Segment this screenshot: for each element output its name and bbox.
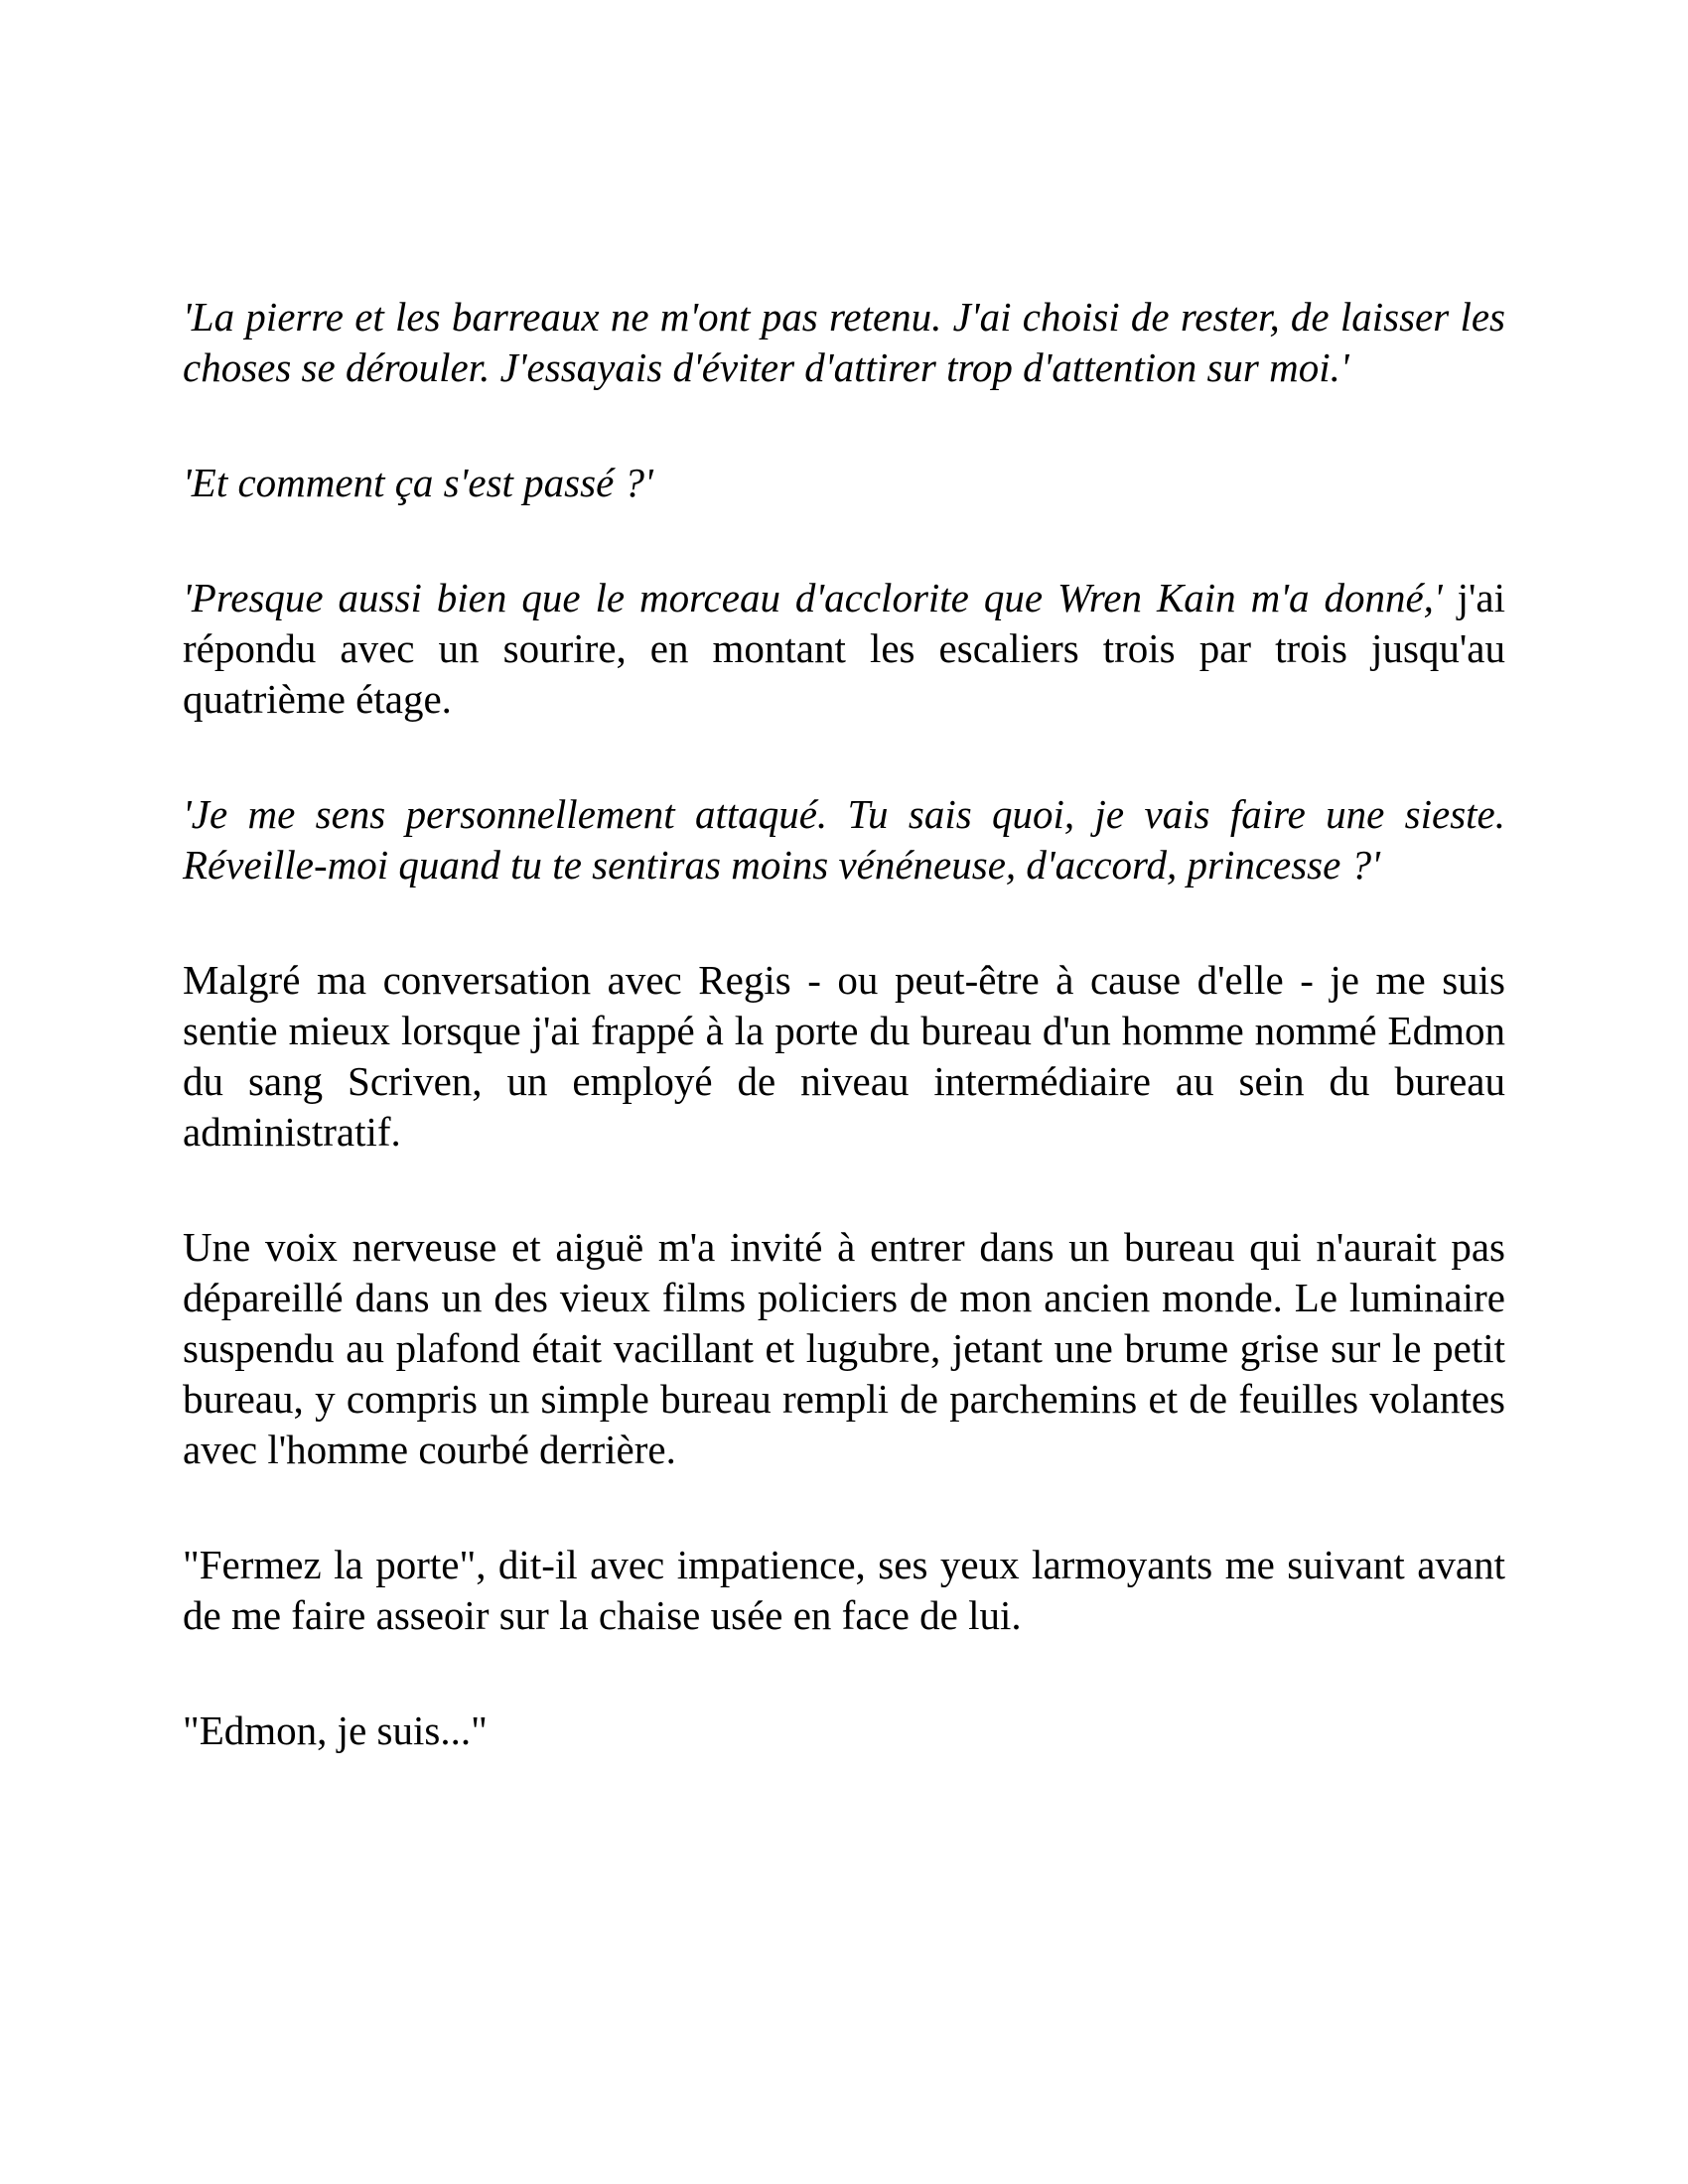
paragraph — [183, 789, 1505, 890]
paragraph — [183, 1540, 1505, 1641]
text-run-italic: 'La pierre et les barreaux ne m'ont pas retenu. J'ai choisi de rester, de laisser les choses se dérouler. J'essayais d'éviter d'attirer trop d'attention sur moi.' — [183, 294, 1505, 390]
text-run-regular: "Edmon, je suis..." — [183, 1707, 488, 1753]
paragraph — [183, 573, 1505, 725]
paragraph — [183, 292, 1505, 393]
text-run-italic: 'Et comment ça s'est passé ?' — [183, 460, 653, 505]
text-run-italic: 'Presque aussi bien que le morceau d'acclorite que Wren Kain m'a donné,' — [183, 575, 1443, 620]
paragraph — [183, 955, 1505, 1158]
text-run-regular: "Fermez la porte", dit-il avec impatience, ses yeux larmoyants me suivant avant de me faire asseoir sur la chaise usée en face de lui. — [183, 1542, 1505, 1638]
text-content — [183, 292, 1505, 1756]
text-run-regular: j'ai répondu avec un sourire, en montant les escaliers trois par trois jusqu'au quatrième étage. — [183, 575, 1505, 722]
paragraph — [183, 458, 1505, 508]
paragraph — [183, 1222, 1505, 1475]
paragraph — [183, 1706, 1505, 1756]
text-run-regular: Une voix nerveuse et aiguë m'a invité à entrer dans un bureau qui n'aurait pas dépareillé dans un des vieux films policiers de mon ancien monde. Le luminaire suspendu au plafond était vacillant et lugubre, jetant une brume grise sur le petit bureau, y compris un simple bureau rempli de parchemins et de feuilles volantes avec l'homme courbé derrière. — [183, 1224, 1505, 1472]
text-run-italic: 'Je me sens personnellement attaqué. Tu sais quoi, je vais faire une sieste. Réveille-moi quand tu te sentiras moins vénéneuse, d'accord, princesse ?' — [183, 791, 1505, 887]
text-run-regular: Malgré ma conversation avec Regis - ou peut-être à cause d'elle - je me suis sentie mieux lorsque j'ai frappé à la porte du bureau d'un homme nommé Edmon du sang Scriven, un employé de niveau intermédiaire au sein du bureau administratif. — [183, 957, 1505, 1155]
